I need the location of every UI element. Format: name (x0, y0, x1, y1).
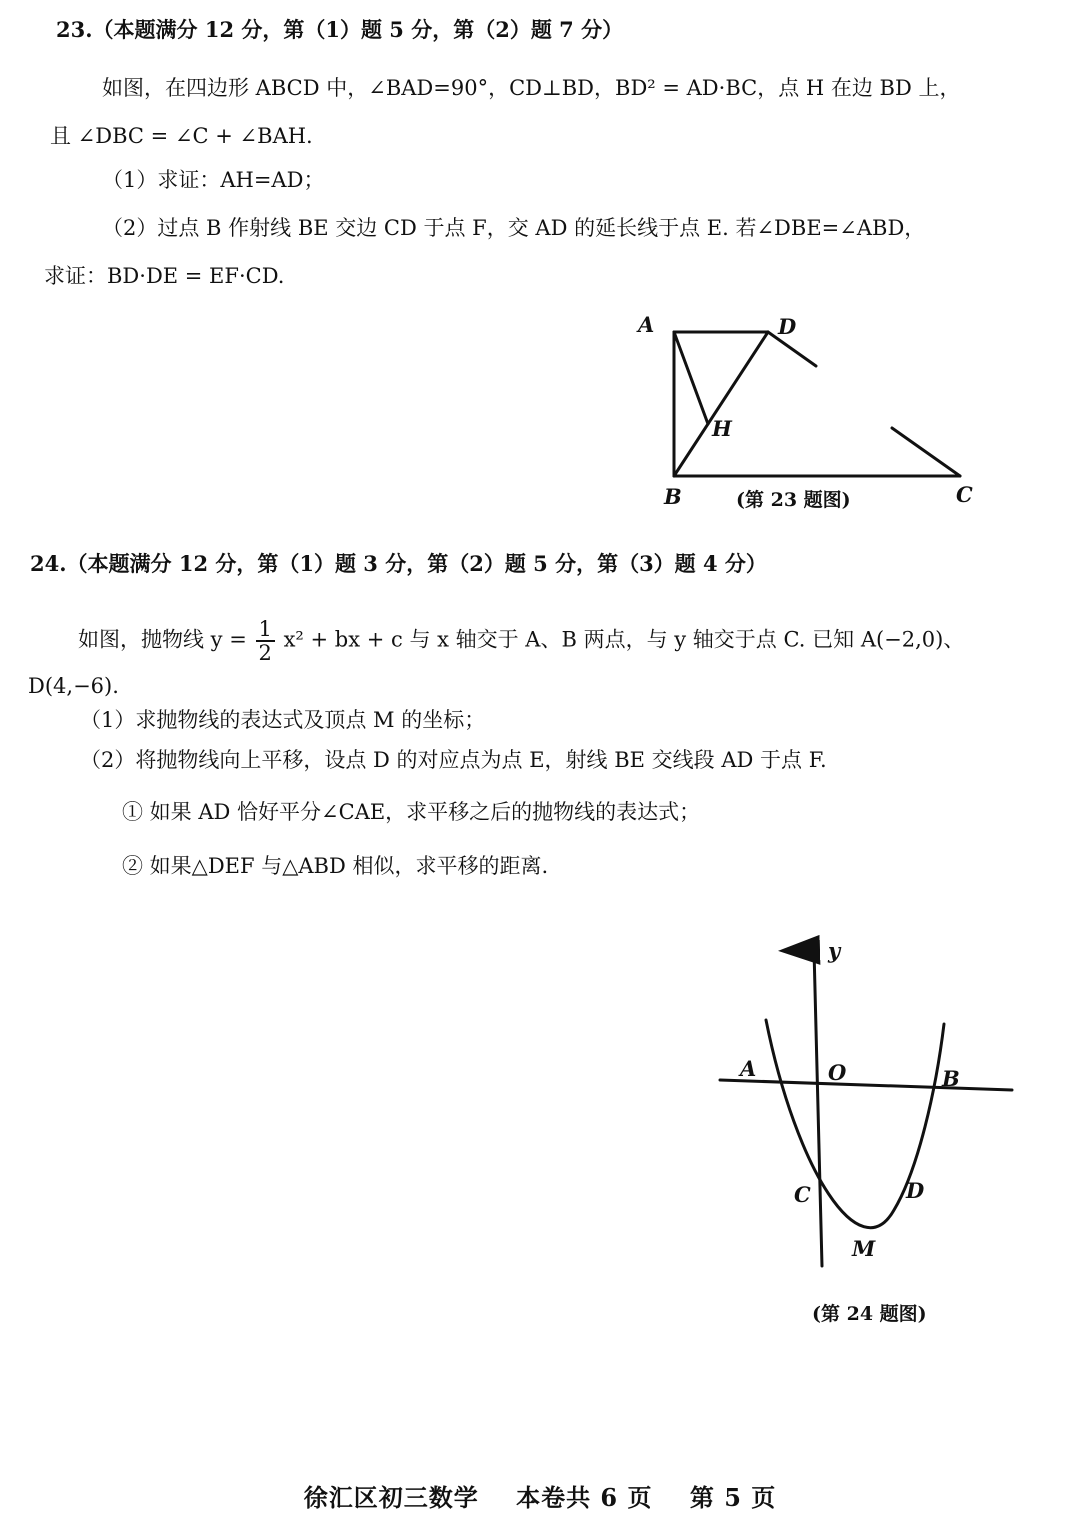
label-C: C (794, 1182, 811, 1207)
q23-part2-cont: 求证：BD·DE = EF·CD. (44, 264, 285, 288)
label-D: D (906, 1178, 925, 1203)
q24-sub1: ① 如果 AD 恰好平分∠CAE，求平移之后的抛物线的表达式； (122, 800, 701, 824)
q24-part1: （1）求抛物线的表达式及顶点 M 的坐标； (80, 708, 486, 732)
q24-sub2: ② 如果△DEF 与△ABD 相似，求平移的距离. (122, 854, 549, 878)
q24-intro-post: x² + bx + c 与 x 轴交于 A、B 两点，与 y 轴交于点 C. 已知 A(−2,0)、 (283, 627, 965, 652)
q23-part1: （1）求证：AH=AD； (102, 168, 325, 192)
q23-part2: （2）过点 B 作射线 BE 交边 CD 于点 F，交 AD 的延长线于点 E. 若∠DBE=∠ABD， (102, 216, 926, 240)
label-C: C (956, 482, 973, 507)
segment-C-partial (892, 428, 960, 476)
label-A: A (638, 312, 655, 337)
fraction-one-half (256, 618, 275, 664)
q23-header: 23.（本题满分 12 分，第（1）题 5 分，第（2）题 7 分） (56, 17, 624, 42)
segment-AH (674, 332, 708, 424)
q23-figure (620, 300, 1000, 530)
label-M: M (852, 1236, 876, 1261)
label-y: y (828, 938, 841, 963)
footer-district: 徐汇区初三数学 (303, 1483, 479, 1512)
q24-figure-caption: (第 24 题图) (812, 1303, 927, 1325)
label-B: B (942, 1066, 960, 1091)
q23-line1: 如图，在四边形 ABCD 中，∠BAD=90°，CD⊥BD，BD² = AD·BC，点 H 在边 BD 上， (102, 76, 961, 100)
q24-intro (78, 618, 964, 664)
q24-intro-pre: 如图，抛物线 y = (78, 627, 247, 652)
footer-total-pages: 本卷共 6 页 (516, 1483, 653, 1512)
footer-page-number: 第 5 页 (689, 1483, 777, 1512)
label-H: H (712, 416, 732, 441)
q24-header: 24.（本题满分 12 分，第（1）题 3 分，第（2）题 5 分，第（3）题 4 分） (30, 551, 767, 576)
q24-part2: （2）将抛物线向上平移，设点 D 的对应点为点 E，射线 BE 交线段 AD 于点 F. (80, 748, 827, 772)
segment-BD (674, 332, 768, 476)
page-footer (0, 1478, 1080, 1513)
label-D: D (778, 314, 797, 339)
fraction-denominator: 2 (258, 641, 272, 665)
label-O: O (828, 1060, 847, 1085)
label-B: B (664, 484, 682, 509)
fraction-numerator: 1 (256, 618, 275, 642)
x-axis (720, 1080, 1012, 1090)
q23-figure-caption: (第 23 题图) (736, 489, 851, 511)
q23-line2: 且 ∠DBC = ∠C + ∠BAH. (50, 124, 313, 148)
q24-intro-cont: D(4,−6). (28, 674, 119, 698)
y-axis (814, 950, 822, 1266)
label-A: A (740, 1056, 757, 1081)
q24-figure (700, 930, 1040, 1350)
